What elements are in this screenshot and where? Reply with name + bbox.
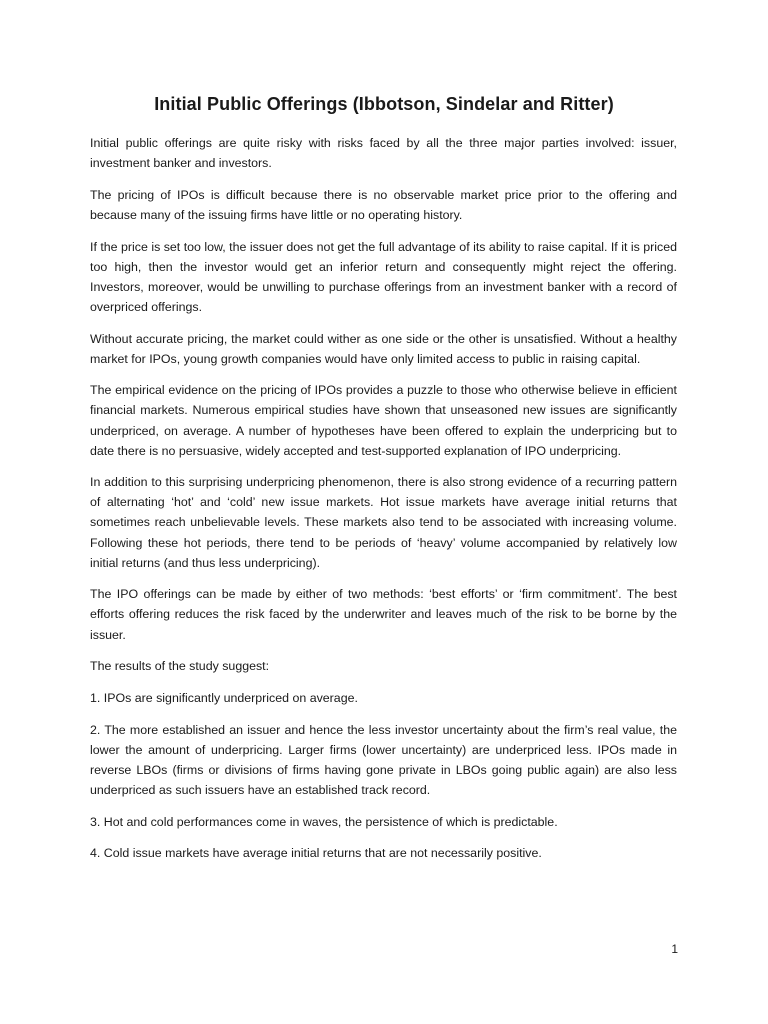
paragraph-offering-methods: The IPO offerings can be made by either of two methods: ‘best efforts’ or ‘firm commitment’. The best efforts offering reduces the risk faced by the underwriter and leaves much of the risk to be borne by the issuer. (90, 587, 677, 642)
paragraph-pricing-difficulty: The pricing of IPOs is difficult because there is no observable market price prior to the offering and because many of the issuing firms have little or no operating history. (90, 187, 677, 222)
paragraph-intro: Initial public offerings are quite risky with risks faced by all the three major parties involved: issuer, investment banker and investors. (90, 136, 677, 171)
paragraph-accurate-pricing: Without accurate pricing, the market could wither as one side or the other is unsatisfied. Without a healthy market for IPOs, young growth companies would have only limited access to public in raising capital. (90, 331, 677, 366)
page-number: 1 (671, 942, 678, 956)
result-item-2: 2. The more established an issuer and hence the less investor uncertainty about the firm’s real value, the lower the amount of underpricing. Larger firms (lower uncertainty) are underpriced less. IPOs made in reverse LBOs (firms or divisions of firms having gone private in LBOs going public again) are also less underpriced as such issuers have an established track record. (90, 722, 677, 797)
result-item-4: 4. Cold issue markets have average initial returns that are not necessarily positive. (90, 846, 542, 861)
paragraph-empirical-evidence: The empirical evidence on the pricing of IPOs provides a puzzle to those who otherwise believe in efficient financial markets. Numerous empirical studies have shown that unseasoned new issues are significantly underpriced, on average. A number of hypotheses have been offered to explain the underpricing but to date there is no persuasive, widely accepted and test-supported explanation of IPO underpricing. (90, 383, 677, 458)
result-item-1: 1. IPOs are significantly underpriced on average. (90, 690, 358, 705)
document-title: Initial Public Offerings (Ibbotson, Sindelar and Ritter) (154, 94, 614, 114)
paragraph-price-too-low-high: If the price is set too low, the issuer does not get the full advantage of its ability to raise capital. If it is priced too high, then the investor would get an inferior return and consequently might reject the offering. Investors, moreover, would be unwilling to purchase offerings from an investment banker with a record of overpriced offerings. (90, 239, 677, 314)
document-body (90, 133, 677, 875)
paragraph-results-intro: The results of the study suggest: (90, 659, 270, 674)
paragraph-hot-cold-markets: In addition to this surprising underpricing phenomenon, there is also strong evidence of a recurring pattern of alternating ‘hot’ and ‘cold’ new issue markets. Hot issue markets have average initial returns that sometimes reach unbelievable levels. These markets also tend to be associated with increasing volume. Following these hot periods, there tend to be periods of ‘heavy’ volume accompanied by relatively low initial returns (and thus less underpricing). (90, 475, 677, 570)
result-item-3: 3. Hot and cold performances come in waves, the persistence of which is predictable. (90, 814, 558, 829)
